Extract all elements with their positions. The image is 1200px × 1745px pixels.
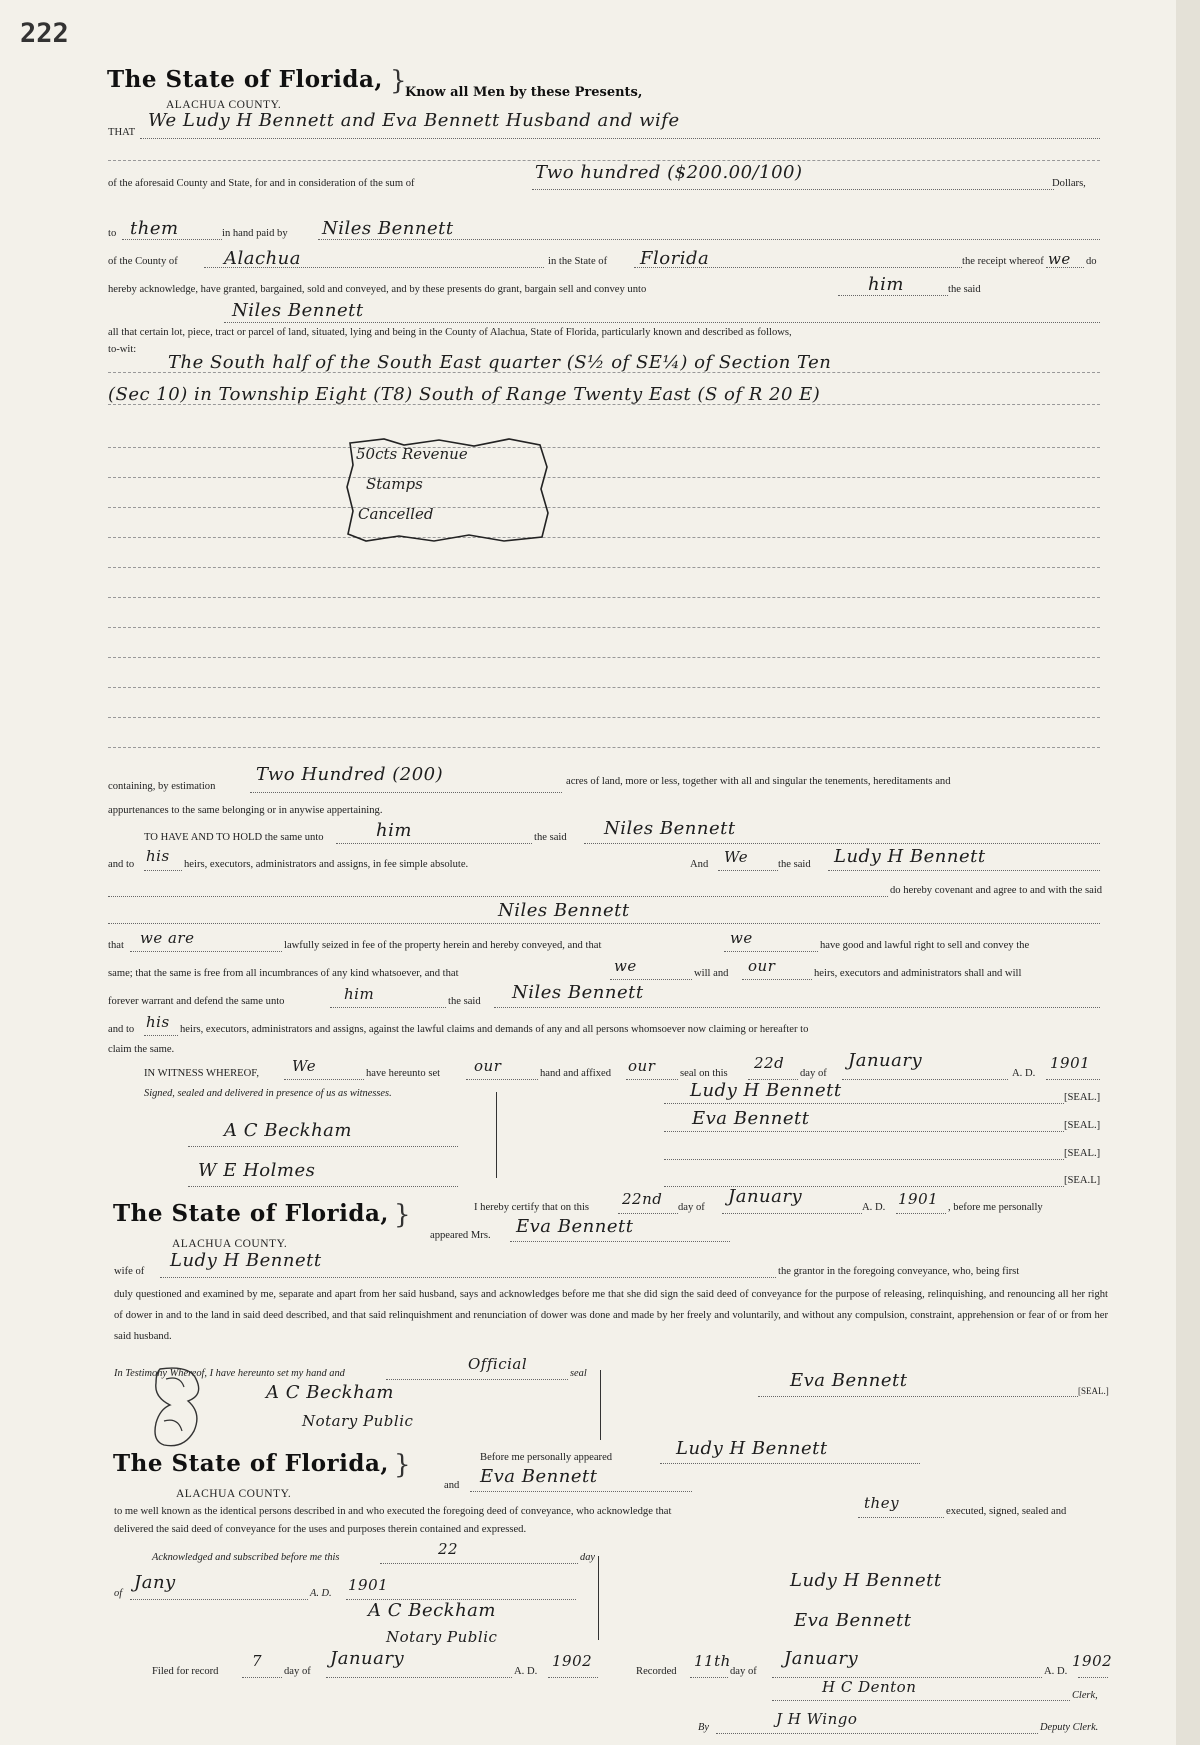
filed-ad-text: A. D.	[514, 1666, 538, 1677]
habendum-text: TO HAVE AND TO HOLD the same unto	[144, 832, 324, 843]
covenant-grantee-dotline	[108, 923, 1100, 924]
ack-day-dotline	[380, 1563, 578, 1564]
to-label: to	[108, 228, 117, 239]
hand-paid-text: in hand paid by	[222, 228, 288, 239]
legal-rule-2	[108, 404, 1100, 405]
witness2-handwritten: W E Holmes	[198, 1160, 316, 1181]
covenant-text: do hereby covenant and agree to and with the said	[890, 885, 1103, 896]
we2-dotline	[724, 951, 818, 952]
the-said2-text: the said	[778, 859, 811, 870]
filed-year-dotline	[548, 1677, 598, 1678]
cert1-day-of-text: day of	[678, 1202, 705, 1213]
cert1-sig-handwritten: Eva Bennett	[790, 1370, 908, 1391]
cert1-notary-handwritten: A C Beckham	[266, 1382, 394, 1403]
state-handwritten: Florida	[640, 248, 710, 269]
cert2-and-handwritten: Eva Bennett	[480, 1466, 598, 1487]
filed-month-handwritten: January	[330, 1648, 405, 1669]
cert2-heading: The State of Florida,	[113, 1450, 389, 1477]
cert1-day-handwritten: 22nd	[622, 1190, 663, 1208]
seal-3: [SEAL.]	[1064, 1148, 1101, 1159]
rec-year-handwritten: 1902	[1072, 1652, 1113, 1670]
blank-rule	[108, 717, 1100, 718]
blank-rule	[108, 507, 1100, 508]
heading-brace: }	[390, 66, 407, 96]
filed-year-handwritten: 1902	[552, 1652, 593, 1670]
cert1-heading: The State of Florida,	[113, 1200, 389, 1227]
wife-of-text: wife of	[114, 1266, 145, 1277]
sig2-handwritten: Eva Bennett	[692, 1108, 810, 1129]
witness1-dotline	[188, 1146, 458, 1147]
executed-text: executed, signed, sealed and	[946, 1506, 1067, 1517]
appeared-dotline	[510, 1241, 730, 1242]
seal-4: [SEA.L]	[1064, 1175, 1101, 1186]
sig3-dotline	[664, 1159, 1064, 1160]
acres-dotline	[250, 792, 562, 793]
blank-rule	[108, 477, 1100, 478]
sum-dotline	[532, 189, 1054, 190]
seized-text: lawfully seized in fee of the property herein and hereby conveyed, and that	[284, 940, 602, 951]
we-are-dotline	[130, 951, 282, 952]
we3-handwritten: we	[614, 957, 637, 975]
forever-said-text: the said	[448, 996, 481, 1007]
stamp-line-1: 50cts Revenue	[356, 445, 468, 463]
grantor2-dotline	[828, 870, 1100, 871]
ack-of-text: of	[114, 1588, 123, 1599]
rec-ad-text: A. D.	[1044, 1666, 1068, 1677]
deed-heading: The State of Florida,	[107, 66, 383, 93]
cert1-ad-text: A. D.	[862, 1202, 886, 1213]
sig1-dotline	[664, 1103, 1064, 1104]
same-free-text: same; that the same is free from all incumbrances of any kind whatsoever, and that	[108, 968, 459, 979]
covenant-dotline	[108, 896, 888, 897]
husband-handwritten: Ludy H Bennett	[170, 1250, 322, 1271]
dower-body-text: duly questioned and examined by me, separate and apart from her said husband, says and acknowledges before me that she did sign the said deed of conveyance for the purpose of releasing, relinquishing, and renouncing all her right of dower in and to the land in said deed described, and that said relinquishment and renunciation of dower was done and made by her freely and voluntarily, and without any compulsion, constraint, apprehension or fear of or from her said husband.	[114, 1289, 1108, 1342]
witness-text: IN WITNESS WHEREOF,	[144, 1068, 259, 1079]
cert1-notary-title-handwritten: Notary Public	[302, 1412, 414, 1430]
that-label2: that	[108, 940, 124, 951]
good-right-text: have good and lawful right to sell and convey the	[820, 940, 1030, 951]
year-dotline	[1046, 1079, 1100, 1080]
sum-handwritten: Two hundred ($200.00/100)	[535, 162, 803, 183]
we3-dotline	[610, 979, 692, 980]
to-dotline	[122, 239, 222, 240]
filed-text: Filed for record	[152, 1666, 219, 1677]
blank-rule	[108, 160, 1100, 161]
by-text: By	[698, 1722, 709, 1733]
cert1-county: ALACHUA COUNTY.	[172, 1238, 288, 1250]
his2-dotline	[144, 1035, 178, 1036]
ack-ad-text: A. D.	[310, 1588, 332, 1599]
grantor2-handwritten: Ludy H Bennett	[834, 846, 986, 867]
rec-month-handwritten: January	[784, 1648, 859, 1669]
acres-handwritten: Two Hundred (200)	[256, 764, 444, 785]
appeared-handwritten: Eva Bennett	[516, 1216, 634, 1237]
we-are-handwritten: we are	[140, 929, 195, 947]
they-handwritten: they	[864, 1494, 900, 1512]
paid-by-dotline	[318, 239, 1100, 240]
acknowledge-text: hereby acknowledge, have granted, bargained, sold and conveyed, and by these presents do grant, bargain sell and convey unto	[108, 284, 647, 295]
certify-text: I hereby certify that on this	[474, 1202, 590, 1213]
our3-dotline	[626, 1079, 678, 1080]
ack-month-handwritten: Jany	[134, 1572, 176, 1593]
rec-day-of-text: day of	[730, 1666, 757, 1677]
cert1-before-text: , before me personally	[948, 1202, 1043, 1213]
our3-handwritten: our	[628, 1057, 656, 1075]
seal-on-text: seal on this	[680, 1068, 728, 1079]
cert2-right-brace	[598, 1556, 599, 1640]
stamp-line-3: Cancelled	[358, 505, 434, 523]
the-said-text: the said	[948, 284, 981, 295]
cert2-and-dotline	[470, 1491, 692, 1492]
wife-of-dotline	[160, 1277, 776, 1278]
habendum-dotline	[336, 843, 532, 844]
day-handwritten: 22d	[754, 1054, 785, 1072]
will-and-text: will and	[694, 968, 729, 979]
blank-rule	[108, 447, 1100, 448]
his-handwritten: his	[146, 847, 170, 865]
cert2-sig1-handwritten: Ludy H Bennett	[790, 1570, 942, 1591]
page-number: 222	[20, 18, 69, 49]
cert2-notary-title-handwritten: Notary Public	[386, 1628, 498, 1646]
well-known-text: to me well known as the identical persons described in and who executed the foregoing deed of conveyance, who acknowledge that	[114, 1506, 672, 1517]
cert2-appeared-dotline	[660, 1463, 920, 1464]
cert1-month-dotline	[722, 1213, 862, 1214]
forever-text: forever warrant and defend the same unto	[108, 996, 285, 1007]
habendum-grantee-handwritten: Niles Bennett	[604, 818, 736, 839]
forever-grantee-handwritten: Niles Bennett	[512, 982, 644, 1003]
receipt-text: the receipt whereof	[962, 256, 1044, 267]
and-to2-text: and to	[108, 1024, 135, 1035]
set-text: have hereunto set	[366, 1068, 441, 1079]
acres-text: acres of land, more or less, together with all and singular the tenements, hereditaments and	[566, 776, 951, 787]
clerk-text: Clerk,	[1072, 1690, 1098, 1701]
ack-month-dotline	[130, 1599, 308, 1600]
dollars-text: Dollars,	[1052, 178, 1086, 189]
cert2-brace: }	[394, 1450, 411, 1480]
clerk-dotline	[772, 1700, 1070, 1701]
and-to-text: and to	[108, 859, 135, 870]
we-handwritten: We	[724, 848, 749, 866]
aforesaid-text: of the aforesaid County and State, for and in consideration of the sum of	[108, 178, 415, 189]
filed-day-dotline	[242, 1677, 282, 1678]
filed-day-of-text: day of	[284, 1666, 311, 1677]
our-handwritten: our	[748, 957, 776, 975]
cert1-sig-dotline	[758, 1396, 1078, 1397]
rec-day-dotline	[690, 1677, 728, 1678]
signed-sealed-text: Signed, sealed and delivered in presence of us as witnesses.	[144, 1088, 392, 1099]
month-dotline	[842, 1079, 1008, 1080]
cert1-right-brace	[600, 1370, 601, 1440]
cert1-month-handwritten: January	[728, 1186, 803, 1207]
that-label: THAT	[108, 127, 136, 138]
deputy-text: Deputy Clerk.	[1040, 1722, 1099, 1733]
forever-dotline	[330, 1007, 446, 1008]
seal-word-text: seal	[570, 1368, 587, 1379]
we-dotline	[718, 870, 778, 871]
stamp-line-2: Stamps	[366, 475, 423, 493]
hand-affixed-text: hand and affixed	[540, 1068, 611, 1079]
cert2-sig2-handwritten: Eva Bennett	[794, 1610, 912, 1631]
revenue-stamp-cancelled	[344, 437, 550, 543]
witness1-handwritten: A C Beckham	[224, 1120, 352, 1141]
day-of-text: day of	[800, 1068, 827, 1079]
county-handwritten: Alachua	[224, 248, 301, 269]
cert1-year-handwritten: 1901	[898, 1190, 939, 1208]
habendum-said-text: the said	[534, 832, 567, 843]
our2-dotline	[466, 1079, 538, 1080]
habendum-handwritten: him	[376, 820, 412, 841]
in-state-text: in the State of	[548, 256, 608, 267]
witness2-dotline	[188, 1186, 458, 1187]
to-handwritten: them	[130, 218, 179, 239]
delivered-text: delivered the said deed of conveyance for the uses and purposes therein contained and expressed.	[114, 1524, 527, 1535]
ack-year-handwritten: 1901	[348, 1576, 389, 1594]
cert2-and-text: and	[444, 1480, 460, 1491]
our-dotline	[742, 979, 812, 980]
official-handwritten: Official	[468, 1355, 528, 1373]
official-dotline	[386, 1379, 568, 1380]
sig4-dotline	[664, 1186, 1064, 1187]
blank-rule	[108, 747, 1100, 748]
page-edge	[1176, 0, 1200, 1745]
witness-we-handwritten: We	[292, 1057, 317, 1075]
heirs-text: heirs, executors, administrators and assigns, in fee simple absolute.	[184, 859, 469, 870]
ack-day-handwritten: 22	[438, 1540, 459, 1558]
blank-rule	[108, 597, 1100, 598]
seal-1: [SEAL.]	[1064, 1092, 1101, 1103]
county-of-text: of the County of	[108, 256, 178, 267]
claim-text: claim the same.	[108, 1044, 175, 1055]
forever-grantee-dotline	[494, 1007, 1100, 1008]
his2-handwritten: his	[146, 1013, 170, 1031]
heirs2-text: heirs, executors and administrators shall and will	[814, 968, 1022, 979]
to-wit-text: to-wit:	[108, 344, 137, 355]
witness-brace	[496, 1092, 497, 1178]
cert2-before-text: Before me personally appeared	[480, 1452, 613, 1463]
recorded-text: Recorded	[636, 1666, 677, 1677]
deputy-handwritten: J H Wingo	[776, 1710, 858, 1728]
cert2-appeared-handwritten: Ludy H Bennett	[676, 1438, 828, 1459]
month-handwritten: January	[848, 1050, 923, 1071]
sig2-dotline	[664, 1131, 1064, 1132]
cert2-notary-handwritten: A C Beckham	[368, 1600, 496, 1621]
notarial-seal-icon	[150, 1365, 210, 1451]
seal-2: [SEAL.]	[1064, 1120, 1101, 1131]
grantors-handwritten: We Ludy H Bennett and Eva Bennett Husband and wife	[148, 110, 680, 131]
blank-rule	[108, 567, 1100, 568]
blank-rule	[108, 627, 1100, 628]
rec-year-dotline	[1078, 1677, 1108, 1678]
our2-handwritten: our	[474, 1057, 502, 1075]
heirs3-text: heirs, executors, administrators and assigns, against the lawful claims and demands of any and all persons whomsoever now claiming or hereafter to	[180, 1024, 809, 1035]
unto-dotline	[838, 295, 948, 296]
legal-description-2: (Sec 10) in Township Eight (T8) South of Range Twenty East (S of R 20 E)	[108, 384, 821, 405]
ad-text: A. D.	[1012, 1068, 1036, 1079]
filed-month-dotline	[326, 1677, 512, 1678]
cert1-brace: }	[394, 1200, 411, 1230]
cert1-year-dotline	[896, 1213, 946, 1214]
appeared-text: appeared Mrs.	[430, 1230, 491, 1241]
blank-rule	[108, 537, 1100, 538]
all-that-text: all that certain lot, piece, tract or parcel of land, situated, lying and being in the County of Alachua, State of Florida, particularly known and described as follows,	[108, 327, 792, 338]
year-handwritten: 1901	[1050, 1054, 1091, 1072]
sig1-handwritten: Ludy H Bennett	[690, 1080, 842, 1101]
grantee-handwritten: Niles Bennett	[232, 300, 364, 321]
paid-by-handwritten: Niles Bennett	[322, 218, 454, 239]
covenant-grantee-handwritten: Niles Bennett	[498, 900, 630, 921]
blank-rule	[108, 657, 1100, 658]
cert2-county: ALACHUA COUNTY.	[176, 1488, 292, 1500]
forever-handwritten: him	[344, 985, 375, 1003]
ack-text: Acknowledged and subscribed before me this	[152, 1552, 340, 1563]
unto-handwritten: him	[868, 274, 904, 295]
grantee-dotline	[224, 322, 1100, 323]
we2-handwritten: we	[730, 929, 753, 947]
that-dotline	[140, 138, 1100, 139]
deputy-dotline	[716, 1733, 1038, 1734]
cert1-seal: [SEAL.]	[1078, 1386, 1109, 1396]
containing-text: containing, by estimation	[108, 781, 216, 792]
legal-rule-1	[108, 372, 1100, 373]
his-dotline	[144, 870, 182, 871]
witness-we-dotline	[284, 1079, 364, 1080]
grantor-text: the grantor in the foregoing conveyance, who, being first	[778, 1266, 1020, 1277]
they-dotline	[858, 1517, 944, 1518]
testimony-text: In Testimony Whereof, I have hereunto set my hand and	[114, 1368, 345, 1379]
do-text: do	[1086, 256, 1097, 267]
and-text: And	[690, 859, 709, 870]
deed-county: ALACHUA COUNTY.	[166, 99, 282, 111]
legal-description-1: The South half of the South East quarter (S½ of SE¼) of Section Ten	[168, 352, 832, 373]
know-all-men: Know all Men by these Presents,	[405, 85, 643, 100]
clerk-handwritten: H C Denton	[822, 1678, 917, 1696]
rec-day-handwritten: 11th	[694, 1652, 731, 1670]
habendum-grantee-dotline	[584, 843, 1100, 844]
receipt-handwritten: we	[1048, 250, 1071, 268]
ack-day-text: day	[580, 1552, 596, 1563]
filed-day-handwritten: 7	[252, 1652, 263, 1670]
appurtenances-text: appurtenances to the same belonging or in anywise appertaining.	[108, 805, 383, 816]
blank-rule	[108, 687, 1100, 688]
cert1-day-dotline	[618, 1213, 678, 1214]
